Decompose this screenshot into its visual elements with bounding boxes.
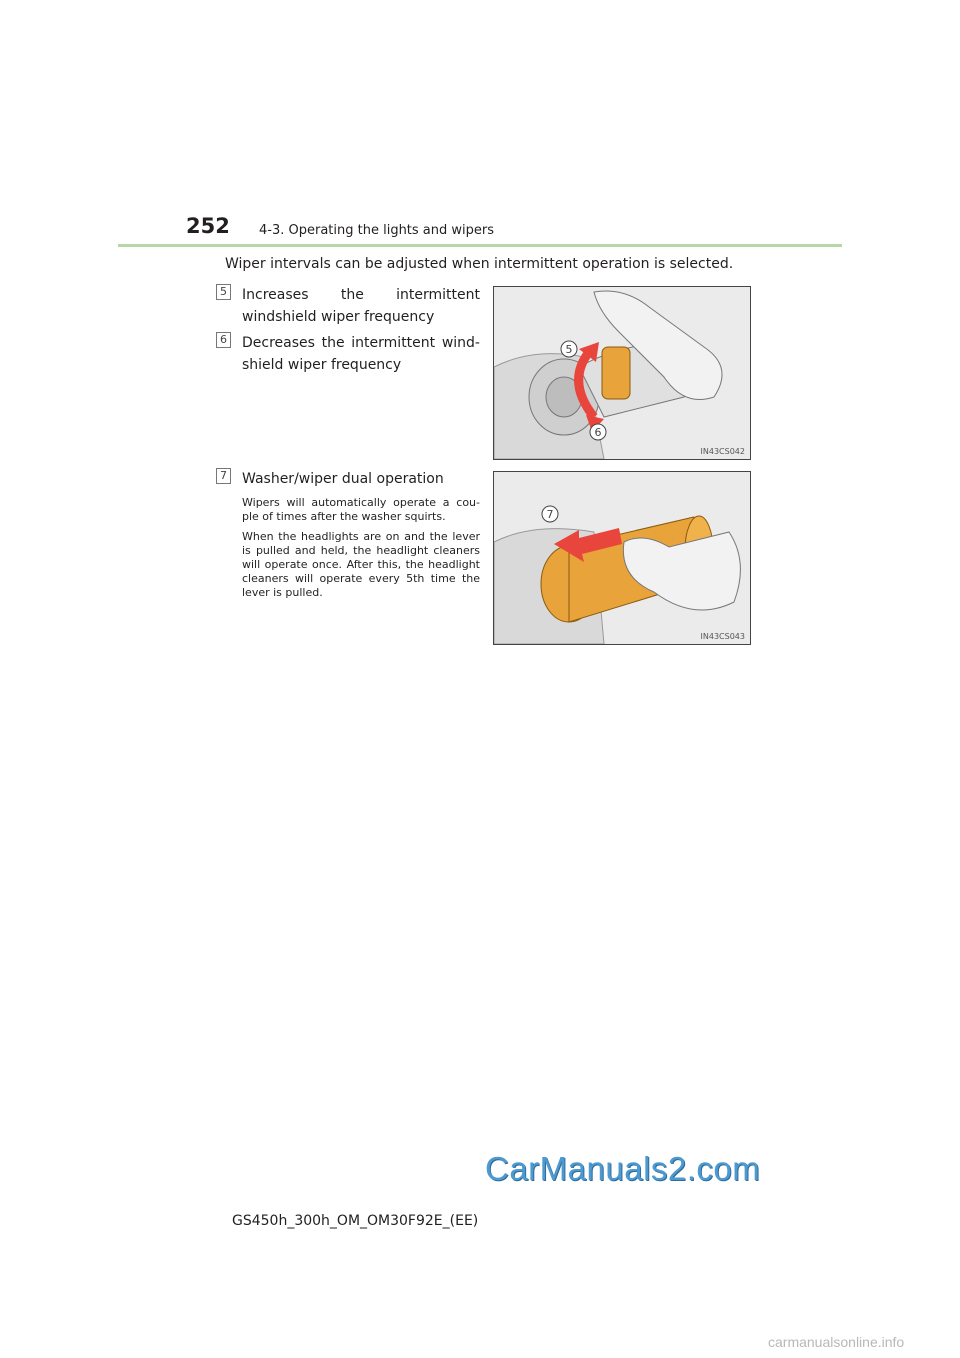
figure-washer-operation (493, 471, 751, 645)
header-rule (118, 244, 842, 247)
figure-code: IN43CS043 (700, 632, 745, 641)
footer-doc-code: GS450h_300h_OM_OM30F92E_(EE) (232, 1213, 479, 1229)
section-title: 4-3. Operating the lights and wipers (259, 223, 495, 238)
figure-code: IN43CS042 (700, 447, 745, 456)
page-number: 252 (186, 214, 230, 238)
intro-text: Wiper intervals can be adjusted when intermittent operation is selected. (225, 256, 734, 272)
item-7 (216, 468, 480, 600)
item-text: Washer/wiper dual operation (242, 471, 444, 487)
item-note: Wipers will automatically operate a cou-ple of times after the washer squirts. (242, 496, 480, 523)
item-6 (216, 332, 480, 376)
figure-callout: 5 (565, 343, 573, 356)
figure-callout: 6 (594, 426, 602, 439)
figure-illustration (494, 287, 750, 459)
watermark-logo: CarManuals2.com (485, 1150, 761, 1187)
item-number-badge: 5 (216, 284, 231, 300)
item-number-badge: 6 (216, 332, 231, 348)
figure-callout: 7 (546, 508, 554, 521)
site-watermark: carmanualsonline.info (768, 1334, 905, 1350)
figure-illustration (494, 472, 750, 644)
item-text: Decreases the intermittent wind-shield wiper frequency (242, 335, 480, 373)
item-note: When the headlights are on and the lever is pulled and held, the headlight cleaners will operate once. After this, the headlight cleaners will operate every 5th time the lever is pulled. (242, 530, 480, 599)
item-number-badge: 7 (216, 468, 231, 484)
figure-wiper-frequency (493, 286, 751, 460)
item-5 (216, 284, 480, 328)
item-text: Increases the intermittent windshield wiper frequency (242, 287, 480, 325)
